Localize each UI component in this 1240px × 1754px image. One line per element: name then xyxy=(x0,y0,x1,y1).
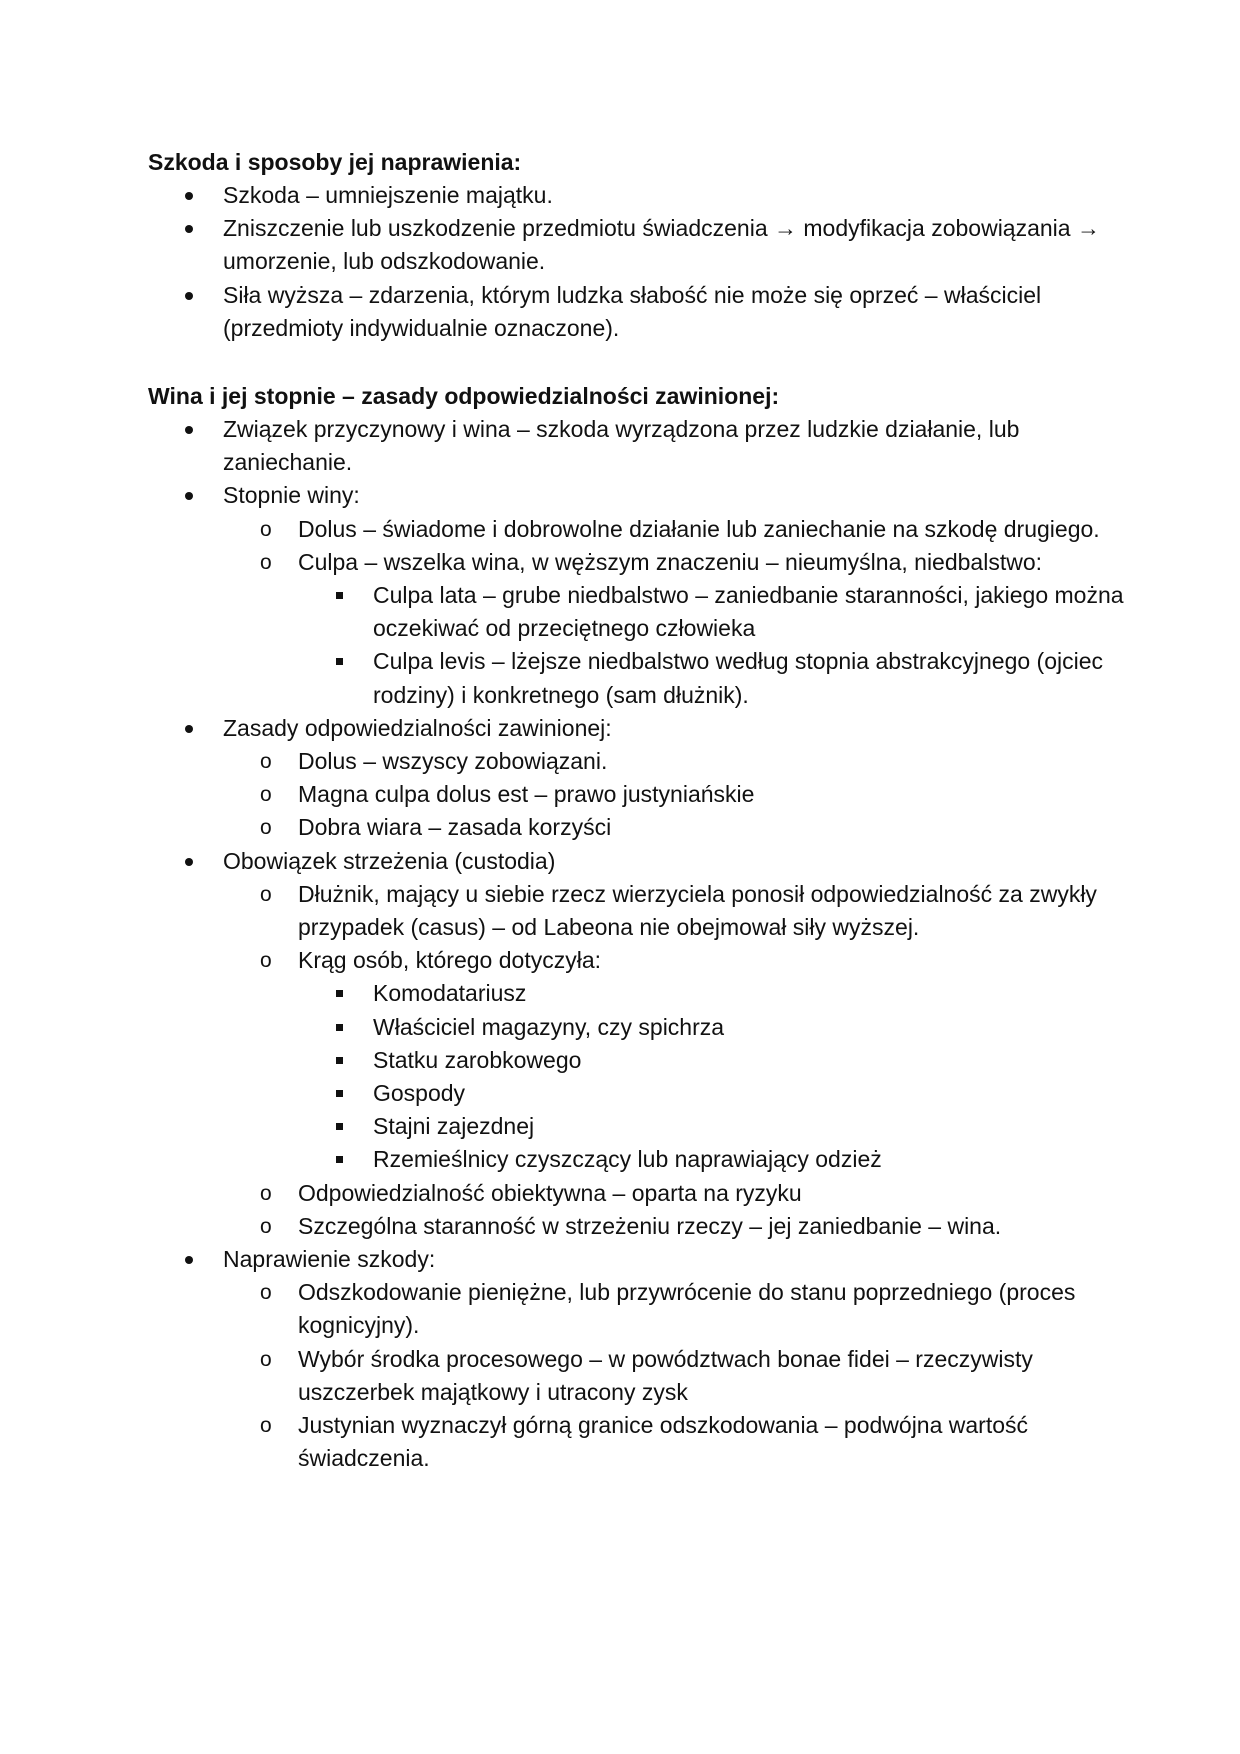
list-item-text: Wybór środka procesowego – w powództwach bonae fidei – rzeczywisty uszczerbek majątkowy i utracony zysk xyxy=(298,1345,1033,1405)
list-item-text: Stopnie winy: xyxy=(223,482,360,509)
list-item xyxy=(148,745,1148,778)
list-item xyxy=(148,212,1148,278)
circle-bullet-icon: o xyxy=(260,949,272,973)
circle-bullet-icon: o xyxy=(260,550,272,574)
list-item-text: Dolus – świadome i dobrowolne działanie lub zaniechanie na szkodę drugiego. xyxy=(298,515,1100,542)
circle-bullet-icon: o xyxy=(260,1281,272,1305)
list-item-text: Magna culpa dolus est – prawo justyniańskie xyxy=(298,781,755,808)
list-item xyxy=(148,778,1148,811)
list-item-text: Gospody xyxy=(373,1080,466,1107)
list-item-text: Dolus – wszyscy zobowiązani. xyxy=(298,748,608,775)
list-item-text: Statku zarobkowego xyxy=(373,1046,582,1073)
list-item xyxy=(148,1343,1148,1409)
list-item xyxy=(148,878,1148,944)
list-item-text: Obowiązek strzeżenia (custodia) xyxy=(223,847,556,874)
list-item xyxy=(148,645,1148,711)
list-item xyxy=(148,1276,1148,1342)
list-item xyxy=(148,579,1148,645)
list-item-text: Culpa lata – grube niedbalstwo – zaniedbanie staranności, jakiego można oczekiwać od przeciętnego człowieka xyxy=(373,582,1124,642)
circle-bullet-icon: o xyxy=(260,517,272,541)
circle-bullet-icon: o xyxy=(260,1181,272,1205)
list-item xyxy=(148,546,1148,579)
list-item-text: Krąg osób, którego dotyczyła: xyxy=(298,947,601,974)
list-item xyxy=(148,279,1148,345)
list-item-text: Związek przyczynowy i wina – szkoda wyrządzona przez ludzkie działanie, lub zaniechanie. xyxy=(223,416,1020,476)
list-item-text: Szczególna staranność w strzeżeniu rzeczy – jej zaniedbanie – wina. xyxy=(298,1212,1002,1239)
list-item xyxy=(148,1177,1148,1210)
list-item xyxy=(148,1077,1148,1110)
section-wina xyxy=(148,380,1148,1476)
circle-bullet-icon: o xyxy=(260,882,272,906)
list-item xyxy=(148,944,1148,977)
circle-bullet-icon: o xyxy=(260,750,272,774)
list-item xyxy=(148,977,1148,1010)
list-item-text: Dobra wiara – zasada korzyści xyxy=(298,814,612,841)
list-item xyxy=(148,413,1148,479)
section-heading: Wina i jej stopnie – zasady odpowiedzialności zawinionej: xyxy=(148,383,780,409)
list-item-text: Szkoda – umniejszenie majątku. xyxy=(223,182,553,208)
list-item-text: Zasady odpowiedzialności zawinionej: xyxy=(223,714,612,741)
list-item-text: Dłużnik, mający u siebie rzecz wierzyciela ponosił odpowiedzialność za zwykły przypadek (casus) – od Labeona nie obejmował siły wyższej. xyxy=(298,880,1097,941)
section-heading: Szkoda i sposoby jej naprawienia: xyxy=(148,149,522,175)
circle-bullet-icon: o xyxy=(260,1214,272,1238)
list-item xyxy=(148,479,1148,512)
list-item xyxy=(148,712,1148,745)
list-item xyxy=(148,811,1148,844)
circle-bullet-icon: o xyxy=(260,816,272,840)
list-item-text: Culpa – wszelka wina, w węższym znaczeniu – nieumyślna, niedbalstwo: xyxy=(298,548,1043,575)
list-item xyxy=(148,1143,1148,1176)
list-item xyxy=(148,1210,1148,1243)
list-item-text: Rzemieślnicy czyszczący lub naprawiający odzież xyxy=(373,1146,882,1173)
list-item xyxy=(148,1044,1148,1077)
list-item xyxy=(148,1243,1148,1276)
list-item xyxy=(148,1011,1148,1044)
circle-bullet-icon: o xyxy=(260,1347,272,1371)
list-item-text: Siła wyższa – zdarzenia, którym ludzka słabość nie może się oprzeć – właściciel (przedmioty indywidualnie oznaczone). xyxy=(223,281,1042,341)
list-item-text: Zniszczenie lub uszkodzenie przedmiotu świadczenia → modyfikacja zobowiązania → umorzenie, lub odszkodowanie. xyxy=(223,215,1100,275)
list-item xyxy=(148,179,1148,212)
list-item-text: Odszkodowanie pieniężne, lub przywrócenie do stanu poprzedniego (proces kognicyjny). xyxy=(298,1279,1076,1339)
circle-bullet-icon: o xyxy=(260,1414,272,1438)
section-szkoda xyxy=(148,146,1148,345)
bullet-list xyxy=(148,413,1148,1476)
list-item xyxy=(148,1110,1148,1143)
list-item-text: Naprawienie szkody: xyxy=(223,1246,436,1273)
list-item-text: Justynian wyznaczył górną granice odszkodowania – podwójna wartość świadczenia. xyxy=(298,1412,1029,1472)
list-item xyxy=(148,513,1148,546)
list-item xyxy=(148,1409,1148,1475)
list-item xyxy=(148,845,1148,878)
list-item-text: Odpowiedzialność obiektywna – oparta na ryzyku xyxy=(298,1179,802,1206)
list-item-text: Właściciel magazyny, czy spichrza xyxy=(373,1013,725,1040)
circle-bullet-icon: o xyxy=(260,783,272,807)
list-item-text: Komodatariusz xyxy=(373,980,527,1007)
list-item-text: Stajni zajezdnej xyxy=(373,1113,535,1140)
bullet-list xyxy=(148,179,1148,345)
list-item-text: Culpa levis – lżejsze niedbalstwo według stopnia abstrakcyjnego (ojciec rodziny) i konkretnego (sam dłużnik). xyxy=(373,648,1104,708)
